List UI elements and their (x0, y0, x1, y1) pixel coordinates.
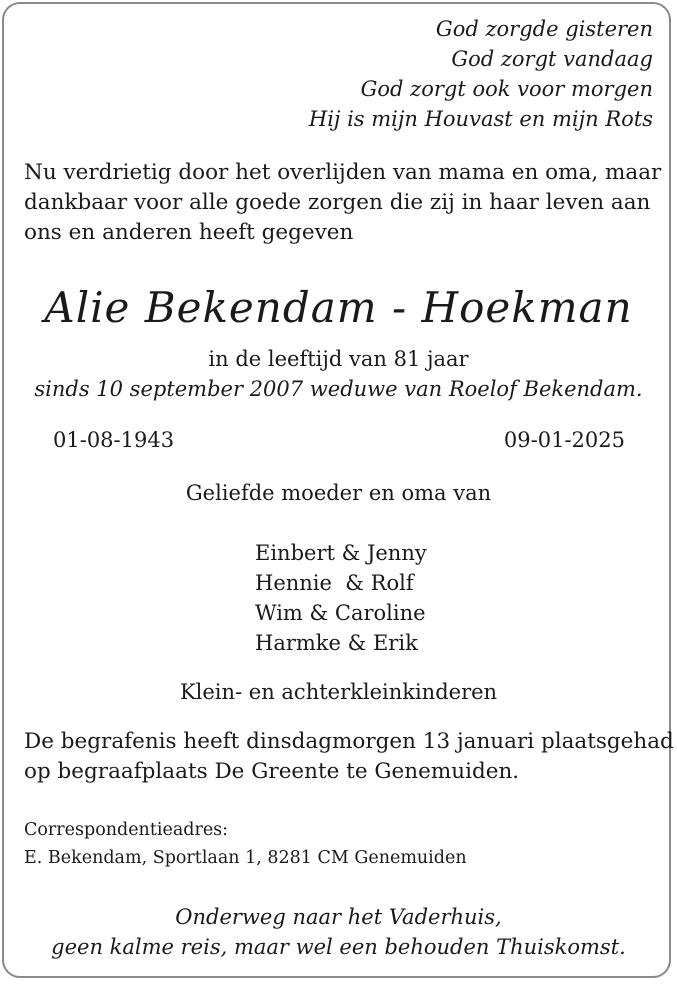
deceased-name: Alie Bekendam - Hoekman (44, 283, 633, 332)
intro-text (24, 158, 661, 248)
child-couple: Hennie & Rolf (255, 571, 414, 595)
child-couple: Einbert & Jenny (255, 541, 427, 565)
date-of-birth: 01-08-1943 (53, 428, 175, 452)
closing-line: Onderweg naar het Vaderhuis, (175, 905, 502, 929)
widow-line: sinds 10 september 2007 weduwe van Roelof Bekendam. (34, 377, 643, 401)
correspondence (24, 816, 467, 872)
intro-line: Nu verdrietig door het overlijden van mama en oma, maar (24, 160, 662, 185)
children-list (255, 538, 427, 658)
age-line: in de leeftijd van 81 jaar (208, 347, 469, 371)
grandchildren-line: Klein- en achterkleinkinderen (179, 680, 498, 704)
funeral-line: op begraafplaats De Greente te Genemuiden. (24, 759, 520, 784)
intro-line: ons en anderen heeft gegeven (24, 220, 354, 245)
date-of-death: 09-01-2025 (503, 428, 625, 452)
closing-text (0, 902, 677, 962)
poem-line: Hij is mijn Houvast en mijn Rots (308, 107, 653, 131)
funeral-line: De begrafenis heeft dinsdagmorgen 13 januari plaatsgehad (24, 729, 674, 754)
funeral-notice (24, 727, 674, 787)
poem-line: God zorgt ook voor morgen (360, 77, 653, 101)
poem-line: God zorgde gisteren (435, 17, 653, 41)
poem (309, 14, 653, 134)
intro-line: dankbaar voor alle goede zorgen die zij in haar leven aan (24, 190, 651, 215)
child-couple: Wim & Caroline (255, 601, 426, 625)
correspondence-label: Correspondentieadres: (24, 820, 229, 840)
beloved-line: Geliefde moeder en oma van (185, 481, 492, 505)
closing-line: geen kalme reis, maar wel een behouden Thuiskomst. (51, 935, 626, 959)
poem-line: God zorgt vandaag (451, 47, 653, 71)
child-couple: Harmke & Erik (255, 631, 418, 655)
correspondence-address: E. Bekendam, Sportlaan 1, 8281 CM Genemuiden (24, 848, 467, 868)
